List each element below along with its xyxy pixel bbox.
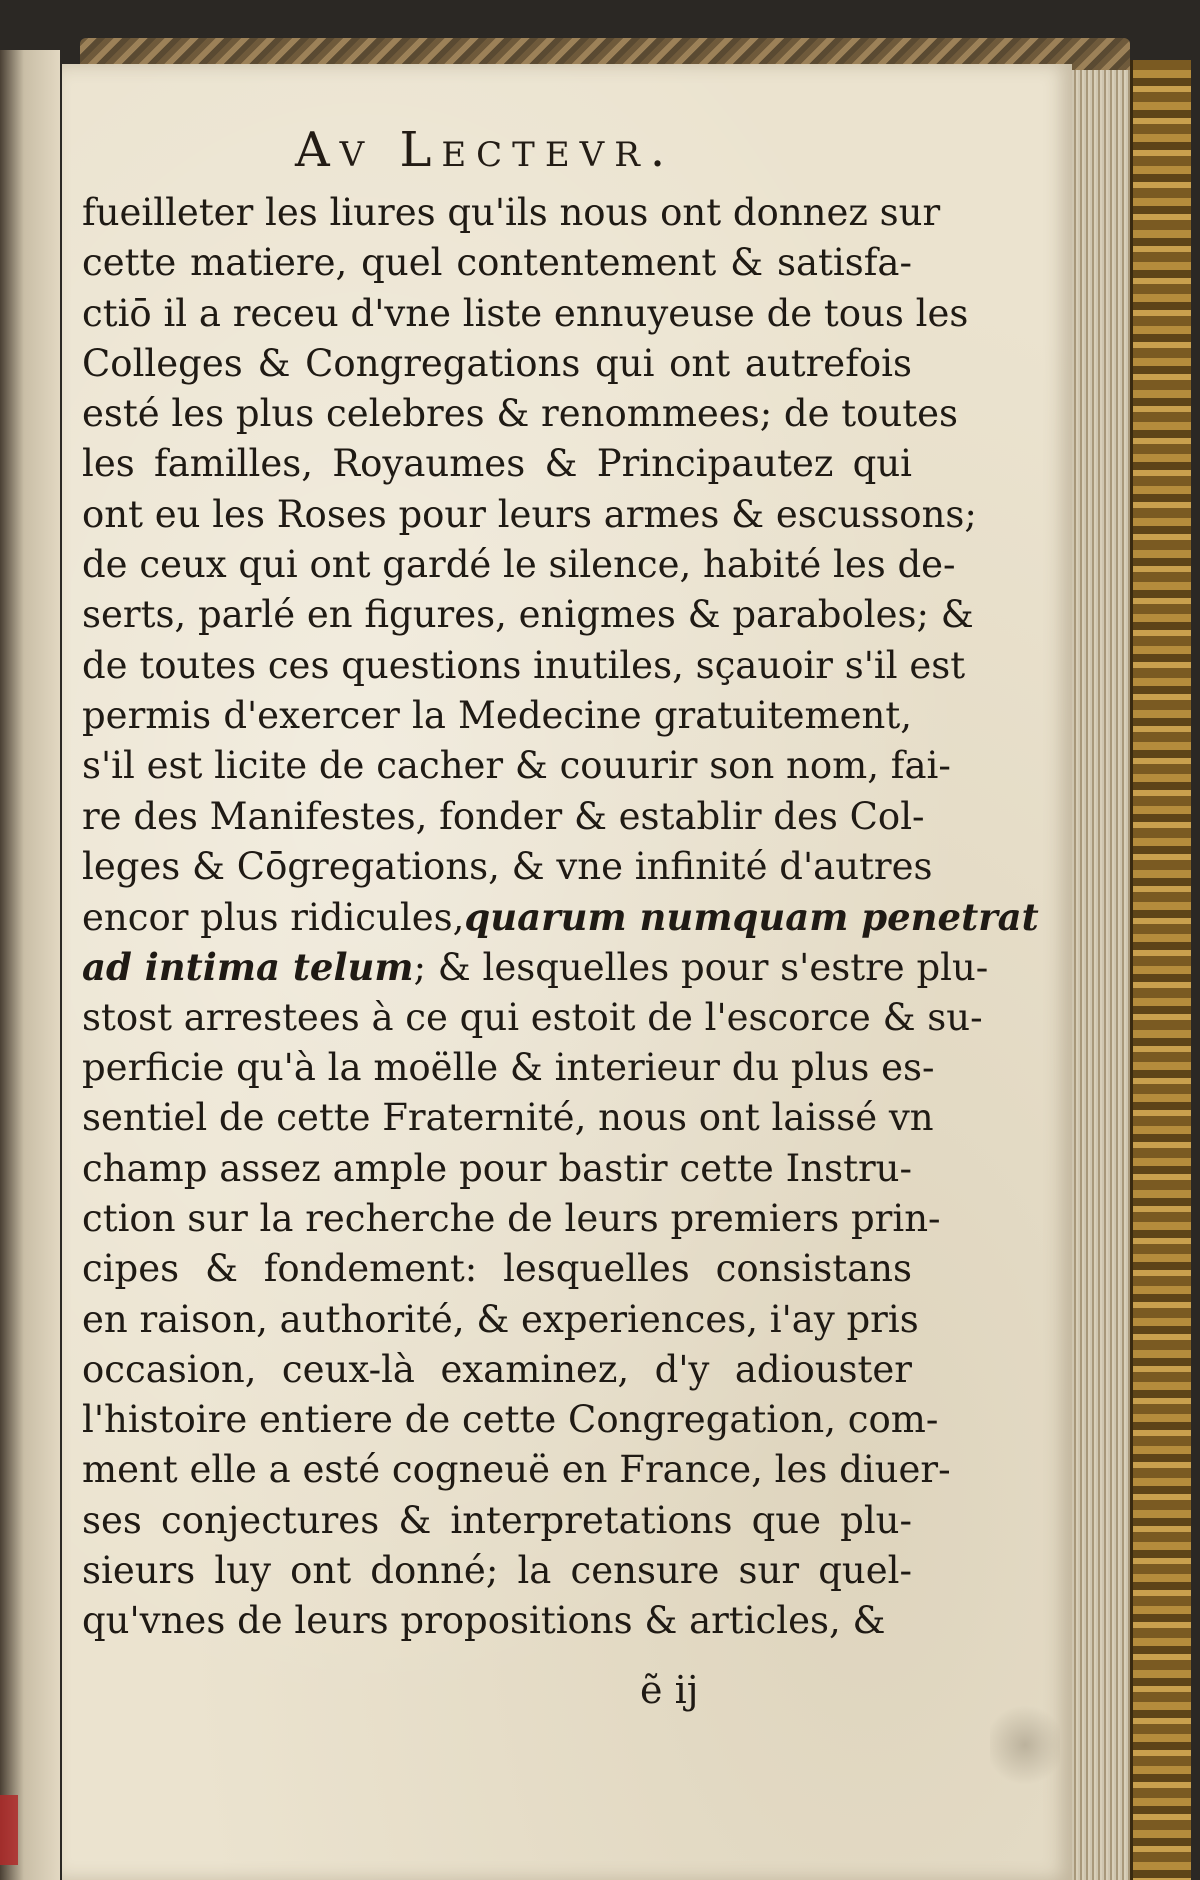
- signature-mark: ẽ ij: [640, 1668, 699, 1712]
- text-line: perficie qu'à la moëlle & interieur du plus es-: [82, 1046, 935, 1090]
- text-line: ction sur la recherche de leurs premiers prin-: [82, 1196, 941, 1240]
- latin-quote: ad intima telum: [82, 945, 414, 990]
- text-line: ses conjectures & interpretations que plu-: [82, 1498, 912, 1542]
- text-line: de ceux qui ont gardé le silence, habité les de-: [82, 543, 956, 587]
- text-line: re des Manifestes, fonder & establir des Col-: [82, 794, 925, 838]
- text-line: Colleges & Congregations qui ont autrefois: [82, 341, 912, 385]
- text-line: s'il est licite de cacher & couurir son nom, fai-: [82, 744, 951, 788]
- running-head: Av Lectevr.: [295, 122, 676, 178]
- text-line: serts, parlé en figures, enigmes & paraboles; &: [82, 593, 974, 637]
- text-line: en raison, authorité, & experiences, i'ay pris: [82, 1297, 919, 1341]
- text-line: ctiō il a receu d'vne liste ennuyeuse de tous les: [82, 291, 969, 335]
- text-line-mixed: [82, 942, 989, 992]
- roman-text: encor plus ridicules,: [82, 896, 465, 940]
- text-line: l'histoire entiere de cette Congregation, com-: [82, 1398, 939, 1442]
- roman-text: ; & lesquelles pour s'estre plu-: [413, 946, 989, 990]
- text-line: stost arrestees à ce qui estoit de l'escorce & su-: [82, 995, 983, 1039]
- left-page-edge: [0, 50, 60, 1880]
- text-line: les familles, Royaumes & Principautez qui: [82, 442, 912, 486]
- text-line: sentiel de cette Fraternité, nous ont laissé vn: [82, 1096, 934, 1140]
- text-line: champ assez ample pour bastir cette Instru-: [82, 1146, 912, 1190]
- text-line: occasion, ceux-là examinez, d'y adiouster: [82, 1347, 912, 1391]
- page-fore-edge: [1072, 70, 1130, 1880]
- text-line-mixed: [82, 892, 1039, 942]
- text-line: fueilleter les liures qu'ils nous ont donnez sur: [82, 191, 941, 234]
- text-line: permis d'exercer la Medecine gratuitement,: [82, 693, 912, 737]
- body-text: [82, 188, 1039, 1647]
- gilt-edge: [1130, 60, 1191, 1880]
- text-line: de toutes ces questions inutiles, sçauoir s'il est: [82, 643, 966, 687]
- text-line: cipes & fondement: lesquelles consistans: [82, 1247, 912, 1291]
- text-line: esté les plus celebres & renommees; de toutes: [82, 392, 958, 436]
- text-line: ment elle a esté cogneuë en France, les diuer-: [82, 1448, 951, 1492]
- text-line: qu'vnes de leurs propositions & articles, &: [82, 1599, 886, 1643]
- text-line: ont eu les Roses pour leurs armes & escussons;: [82, 492, 977, 536]
- text-line: leges & Cōgregations, & vne infinité d'autres: [82, 844, 933, 888]
- red-ribbon-stain: [0, 1795, 18, 1865]
- text-line: sieurs luy ont donné; la censure sur quel-: [82, 1549, 912, 1593]
- paper-foxing: [990, 1700, 1060, 1790]
- text-line: cette matiere, quel contentement & satisfa-: [82, 241, 912, 285]
- latin-quote: quarum numquam penetrat: [464, 895, 1039, 940]
